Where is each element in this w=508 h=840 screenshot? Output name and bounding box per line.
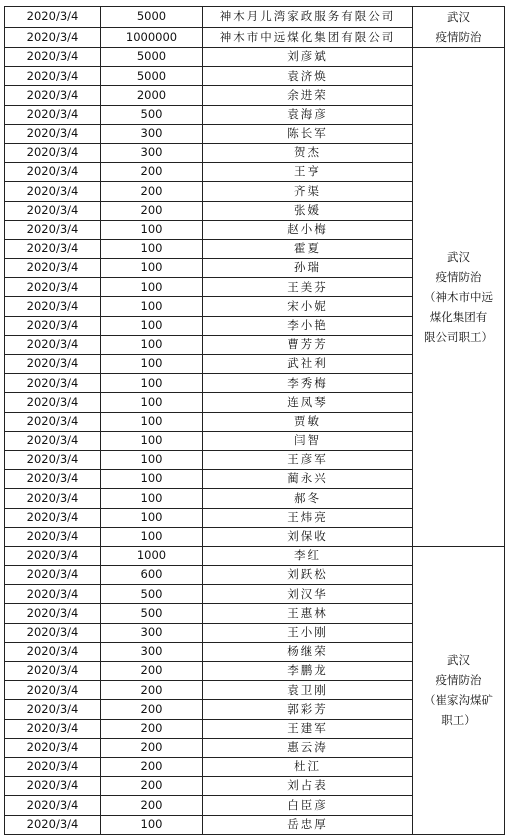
amount-cell: 100 <box>101 412 203 431</box>
amount-cell: 100 <box>101 259 203 278</box>
donor-cell: 孙瑞 <box>203 259 413 278</box>
donor-cell: 蔺永兴 <box>203 470 413 489</box>
amount-cell: 1000000 <box>101 27 203 48</box>
date-cell: 2020/3/4 <box>5 355 101 374</box>
amount-cell: 100 <box>101 393 203 412</box>
table-row <box>5 546 505 565</box>
donor-cell: 郭彩芳 <box>203 700 413 719</box>
amount-cell: 500 <box>101 105 203 124</box>
amount-cell: 100 <box>101 489 203 508</box>
donor-cell: 神木月儿湾家政服务有限公司 <box>203 7 413 28</box>
donor-cell: 神木市中远煤化集团有限公司 <box>203 27 413 48</box>
date-cell: 2020/3/4 <box>5 681 101 700</box>
amount-cell: 5000 <box>101 67 203 86</box>
date-cell: 2020/3/4 <box>5 527 101 546</box>
amount-cell: 200 <box>101 681 203 700</box>
amount-cell: 100 <box>101 278 203 297</box>
donor-cell: 刘占表 <box>203 777 413 796</box>
date-cell: 2020/3/4 <box>5 815 101 834</box>
donor-cell: 连凤琴 <box>203 393 413 412</box>
purpose-cell: 武汉 疫情防治 <box>413 7 505 48</box>
amount-cell: 2000 <box>101 86 203 105</box>
donor-cell: 齐渠 <box>203 182 413 201</box>
date-cell: 2020/3/4 <box>5 508 101 527</box>
donor-cell: 李小艳 <box>203 316 413 335</box>
amount-cell: 200 <box>101 777 203 796</box>
amount-cell: 100 <box>101 335 203 354</box>
amount-cell: 200 <box>101 757 203 776</box>
table-row <box>5 48 505 67</box>
donor-cell: 杨继荣 <box>203 642 413 661</box>
date-cell: 2020/3/4 <box>5 489 101 508</box>
donor-cell: 郝冬 <box>203 489 413 508</box>
amount-cell: 100 <box>101 355 203 374</box>
purpose-cell: 武汉 疫情防治 （崔家沟煤矿 职工） <box>413 546 505 834</box>
amount-cell: 300 <box>101 143 203 162</box>
donor-cell: 刘跃松 <box>203 566 413 585</box>
donor-cell: 杜江 <box>203 757 413 776</box>
amount-cell: 200 <box>101 163 203 182</box>
amount-cell: 100 <box>101 450 203 469</box>
amount-cell: 5000 <box>101 7 203 28</box>
amount-cell: 600 <box>101 566 203 585</box>
donor-cell: 张媛 <box>203 201 413 220</box>
donor-cell: 王美芬 <box>203 278 413 297</box>
date-cell: 2020/3/4 <box>5 143 101 162</box>
amount-cell: 100 <box>101 508 203 527</box>
amount-cell: 200 <box>101 738 203 757</box>
date-cell: 2020/3/4 <box>5 431 101 450</box>
date-cell: 2020/3/4 <box>5 757 101 776</box>
donor-cell: 袁济焕 <box>203 67 413 86</box>
donor-cell: 白臣彦 <box>203 796 413 815</box>
date-cell: 2020/3/4 <box>5 297 101 316</box>
amount-cell: 100 <box>101 431 203 450</box>
donor-cell: 武社利 <box>203 355 413 374</box>
date-cell: 2020/3/4 <box>5 662 101 681</box>
date-cell: 2020/3/4 <box>5 182 101 201</box>
amount-cell: 500 <box>101 585 203 604</box>
date-cell: 2020/3/4 <box>5 719 101 738</box>
amount-cell: 100 <box>101 527 203 546</box>
donor-cell: 刘保收 <box>203 527 413 546</box>
date-cell: 2020/3/4 <box>5 7 101 28</box>
amount-cell: 200 <box>101 201 203 220</box>
amount-cell: 200 <box>101 700 203 719</box>
donor-cell: 袁海彦 <box>203 105 413 124</box>
date-cell: 2020/3/4 <box>5 278 101 297</box>
donor-cell: 余进荣 <box>203 86 413 105</box>
donor-cell: 李红 <box>203 546 413 565</box>
amount-cell: 1000 <box>101 546 203 565</box>
donor-cell: 曹芳芳 <box>203 335 413 354</box>
donor-cell: 刘彦斌 <box>203 48 413 67</box>
date-cell: 2020/3/4 <box>5 86 101 105</box>
donor-cell: 王彦军 <box>203 450 413 469</box>
donor-cell: 王建军 <box>203 719 413 738</box>
date-cell: 2020/3/4 <box>5 374 101 393</box>
date-cell: 2020/3/4 <box>5 163 101 182</box>
amount-cell: 100 <box>101 239 203 258</box>
donation-table <box>4 6 505 835</box>
amount-cell: 100 <box>101 470 203 489</box>
amount-cell: 200 <box>101 719 203 738</box>
date-cell: 2020/3/4 <box>5 335 101 354</box>
donor-cell: 刘汉华 <box>203 585 413 604</box>
amount-cell: 100 <box>101 220 203 239</box>
amount-cell: 100 <box>101 316 203 335</box>
donor-cell: 李鹏龙 <box>203 662 413 681</box>
amount-cell: 200 <box>101 796 203 815</box>
amount-cell: 100 <box>101 374 203 393</box>
date-cell: 2020/3/4 <box>5 796 101 815</box>
donor-cell: 闫智 <box>203 431 413 450</box>
date-cell: 2020/3/4 <box>5 201 101 220</box>
date-cell: 2020/3/4 <box>5 393 101 412</box>
amount-cell: 300 <box>101 642 203 661</box>
date-cell: 2020/3/4 <box>5 239 101 258</box>
date-cell: 2020/3/4 <box>5 738 101 757</box>
donor-cell: 李秀梅 <box>203 374 413 393</box>
date-cell: 2020/3/4 <box>5 27 101 48</box>
date-cell: 2020/3/4 <box>5 105 101 124</box>
date-cell: 2020/3/4 <box>5 48 101 67</box>
date-cell: 2020/3/4 <box>5 642 101 661</box>
date-cell: 2020/3/4 <box>5 623 101 642</box>
donation-table-body <box>5 7 505 835</box>
date-cell: 2020/3/4 <box>5 259 101 278</box>
donor-cell: 岳忠厚 <box>203 815 413 834</box>
donor-cell: 贾敏 <box>203 412 413 431</box>
donor-cell: 袁卫刚 <box>203 681 413 700</box>
donor-cell: 贺杰 <box>203 143 413 162</box>
donor-cell: 陈长军 <box>203 124 413 143</box>
amount-cell: 500 <box>101 604 203 623</box>
date-cell: 2020/3/4 <box>5 700 101 719</box>
date-cell: 2020/3/4 <box>5 777 101 796</box>
date-cell: 2020/3/4 <box>5 585 101 604</box>
donor-cell: 惠云涛 <box>203 738 413 757</box>
donor-cell: 宋小妮 <box>203 297 413 316</box>
date-cell: 2020/3/4 <box>5 604 101 623</box>
amount-cell: 300 <box>101 623 203 642</box>
donor-cell: 王炜亮 <box>203 508 413 527</box>
donor-cell: 王小刚 <box>203 623 413 642</box>
donor-cell: 赵小梅 <box>203 220 413 239</box>
amount-cell: 5000 <box>101 48 203 67</box>
date-cell: 2020/3/4 <box>5 220 101 239</box>
amount-cell: 100 <box>101 297 203 316</box>
donor-cell: 王亨 <box>203 163 413 182</box>
amount-cell: 100 <box>101 815 203 834</box>
date-cell: 2020/3/4 <box>5 67 101 86</box>
table-row <box>5 7 505 28</box>
amount-cell: 300 <box>101 124 203 143</box>
date-cell: 2020/3/4 <box>5 470 101 489</box>
amount-cell: 200 <box>101 182 203 201</box>
date-cell: 2020/3/4 <box>5 124 101 143</box>
donor-cell: 王惠林 <box>203 604 413 623</box>
date-cell: 2020/3/4 <box>5 316 101 335</box>
date-cell: 2020/3/4 <box>5 566 101 585</box>
purpose-cell: 武汉 疫情防治 （神木市中远 煤化集团有 限公司职工） <box>413 48 505 547</box>
date-cell: 2020/3/4 <box>5 450 101 469</box>
amount-cell: 200 <box>101 662 203 681</box>
date-cell: 2020/3/4 <box>5 546 101 565</box>
date-cell: 2020/3/4 <box>5 412 101 431</box>
donor-cell: 霍夏 <box>203 239 413 258</box>
